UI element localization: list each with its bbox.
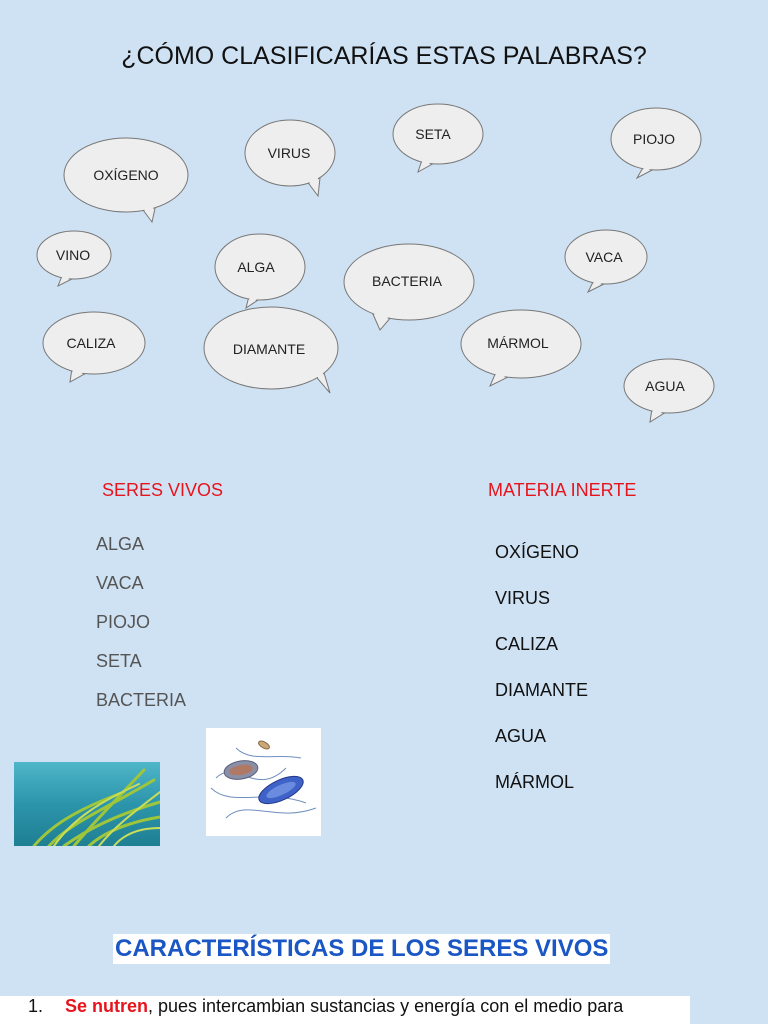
bubble-label: OXÍGENO bbox=[93, 167, 159, 183]
bubble-agua bbox=[624, 359, 714, 422]
bubble-marmol bbox=[461, 310, 581, 386]
bubble-vaca bbox=[565, 230, 647, 292]
bubble-vino bbox=[37, 231, 111, 286]
list-item: VIRUS bbox=[495, 588, 551, 608]
item-emphasis: Se nutren bbox=[65, 996, 149, 1016]
bubble-alga bbox=[215, 234, 305, 308]
bubble-label: VIRUS bbox=[267, 145, 311, 161]
bubble-label: MÁRMOL bbox=[487, 335, 549, 351]
bubble-diamante bbox=[204, 307, 338, 393]
page-title: ¿CÓMO CLASIFICARÍAS ESTAS PALABRAS? bbox=[121, 42, 647, 70]
bubble-label: VINO bbox=[55, 247, 91, 263]
item-number: 1. bbox=[28, 996, 44, 1016]
bubble-label: CALIZA bbox=[66, 335, 116, 351]
list-item: MÁRMOL bbox=[495, 772, 575, 792]
item-text: , pues intercambian sustancias y energía con el medio para bbox=[148, 996, 624, 1016]
list-item: SETA bbox=[96, 651, 142, 671]
bubble-label: PIOJO bbox=[632, 131, 676, 147]
bubble-virus bbox=[245, 120, 335, 196]
bubble-oxigeno bbox=[64, 138, 188, 222]
bubble-label: AGUA bbox=[645, 378, 685, 394]
bubble-label: ALGA bbox=[237, 259, 275, 275]
list-item: DIAMANTE bbox=[495, 680, 589, 700]
living-list bbox=[96, 534, 186, 729]
list-item: BACTERIA bbox=[96, 690, 187, 710]
bubble-bacteria bbox=[344, 244, 474, 330]
bubble-seta bbox=[393, 104, 483, 172]
inert-list bbox=[495, 542, 588, 818]
bubble-label: VACA bbox=[585, 249, 623, 265]
list-item: ALGA bbox=[96, 534, 145, 554]
list-item: CALIZA bbox=[495, 634, 559, 654]
section-title: CARACTERÍSTICAS DE LOS SERES VIVOS bbox=[115, 935, 609, 962]
list-item: PIOJO bbox=[96, 612, 151, 632]
bubble-caliza bbox=[43, 312, 145, 382]
list-item: VACA bbox=[96, 573, 144, 593]
bubble-piojo bbox=[611, 108, 701, 178]
word-bubbles bbox=[0, 95, 768, 435]
bubble-label: DIAMANTE bbox=[232, 341, 306, 357]
alga-photo bbox=[14, 762, 160, 846]
bubble-label: SETA bbox=[415, 126, 451, 142]
bacteria-illustration bbox=[206, 728, 321, 836]
list-item: AGUA bbox=[495, 726, 547, 746]
characteristic-item bbox=[0, 996, 690, 1024]
inert-heading: MATERIA INERTE bbox=[488, 480, 637, 500]
living-heading: SERES VIVOS bbox=[102, 480, 224, 500]
list-item: OXÍGENO bbox=[495, 542, 580, 562]
bubble-label: BACTERIA bbox=[371, 273, 443, 289]
